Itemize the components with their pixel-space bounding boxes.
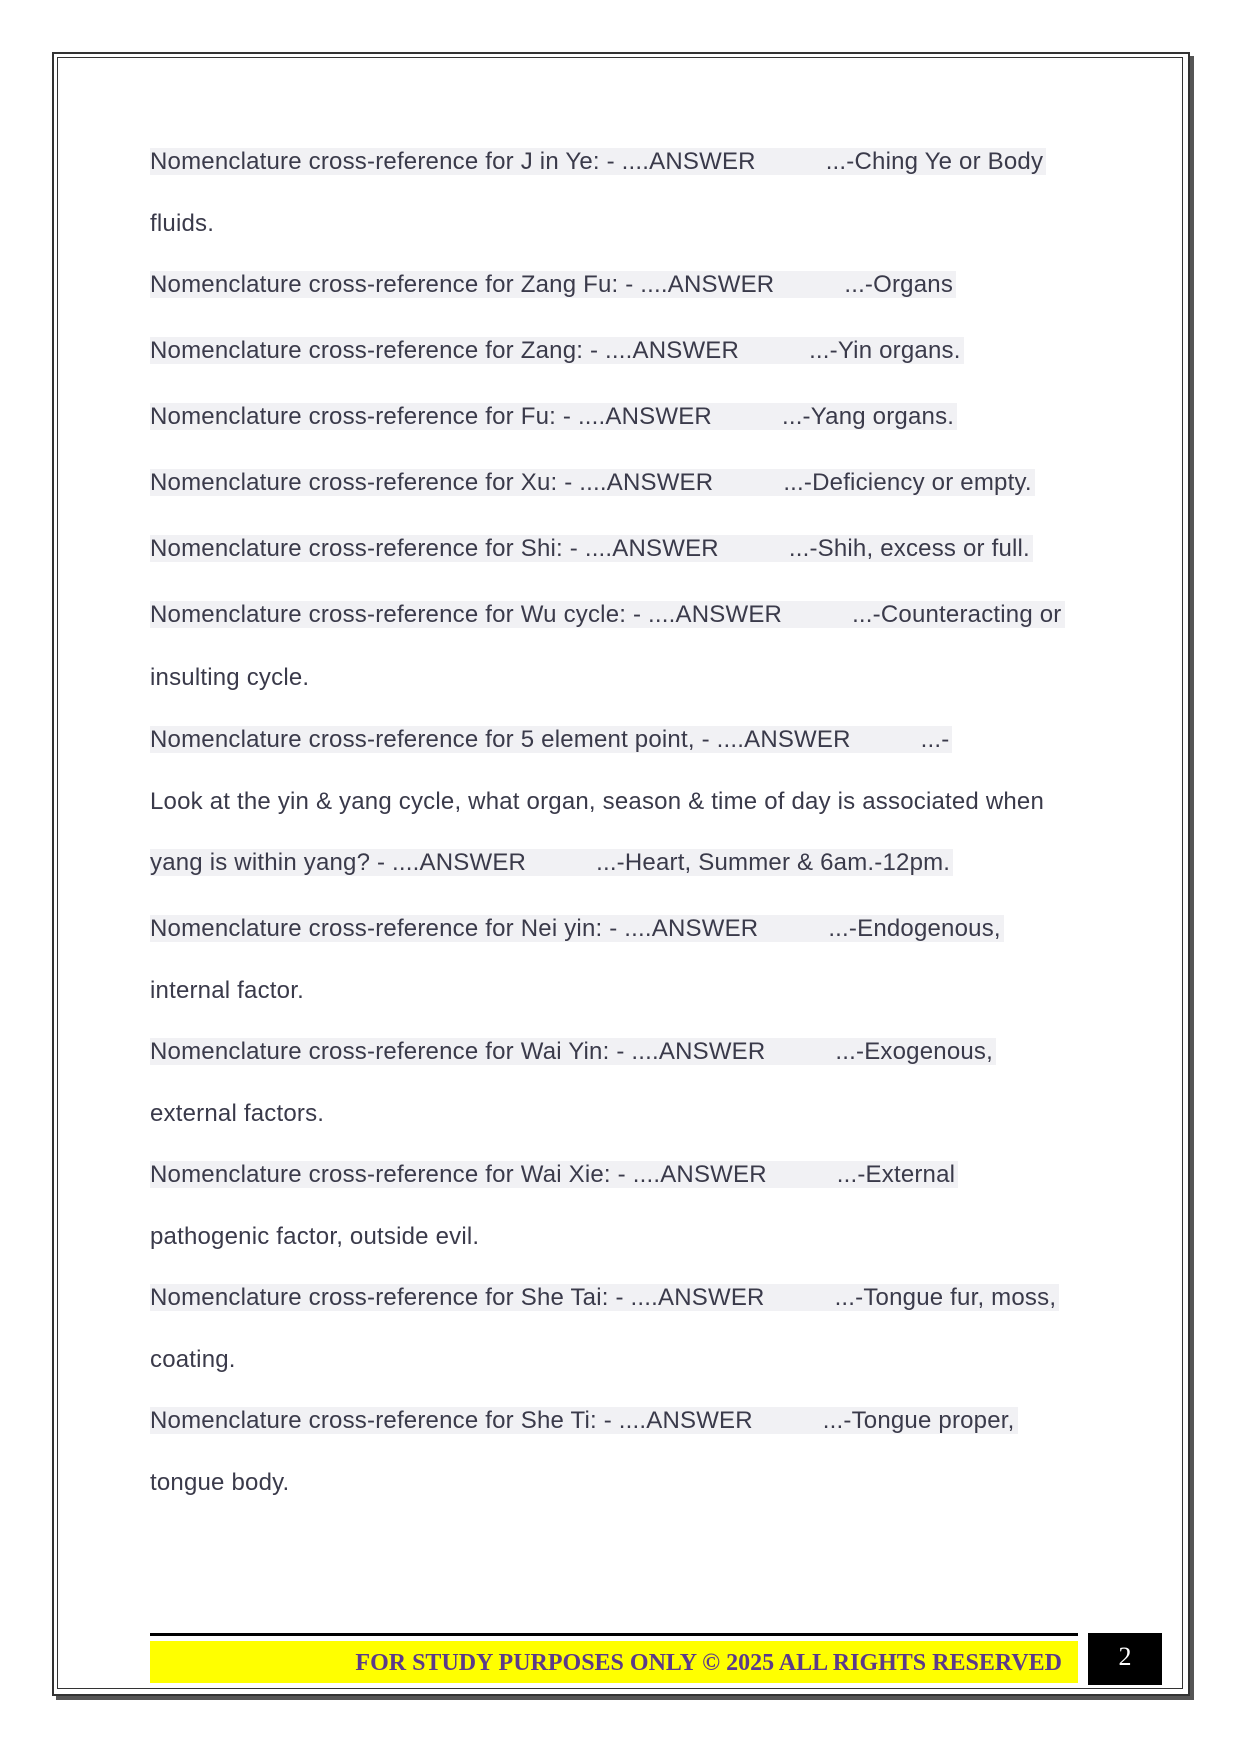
page-number: 2 — [1088, 1633, 1162, 1685]
document-body — [150, 145, 1090, 1500]
qa-question-line: Nomenclature cross-reference for Fu: - ....ANSWER ...-Yang organs. — [150, 400, 1090, 434]
qa-question-line: Nomenclature cross-reference for Wai Yin: - ....ANSWER ...-Exogenous, — [150, 1035, 1090, 1069]
qa-question-line: Nomenclature cross-reference for 5 element point, - ....ANSWER ...- — [150, 723, 1090, 757]
qa-continuation-line: internal factor. — [150, 977, 304, 1004]
qa-question-line: Nomenclature cross-reference for Xu: - ....ANSWER ...-Deficiency or empty. — [150, 466, 1090, 500]
qa-question-line: Nomenclature cross-reference for Nei yin: - ....ANSWER ...-Endogenous, — [150, 912, 1090, 946]
qa-question-line: Nomenclature cross-reference for Wai Xie: - ....ANSWER ...-External — [150, 1158, 1090, 1192]
qa-question-line: Nomenclature cross-reference for Zang Fu: - ....ANSWER ...-Organs — [150, 268, 1090, 302]
qa-prefix-line: Look at the yin & yang cycle, what organ, season & time of day is associated when — [150, 788, 1045, 815]
qa-question-line: Nomenclature cross-reference for Shi: - ....ANSWER ...-Shih, excess or full. — [150, 532, 1090, 566]
qa-continuation-line: tongue body. — [150, 1469, 290, 1496]
qa-continuation-line: insulting cycle. — [150, 664, 310, 691]
qa-continuation-line: pathogenic factor, outside evil. — [150, 1223, 480, 1250]
qa-question-line: Nomenclature cross-reference for Wu cycle: - ....ANSWER ...-Counteracting or — [150, 598, 1090, 632]
qa-continuation-line: fluids. — [150, 210, 215, 237]
qa-question-line: Nomenclature cross-reference for She Ti: - ....ANSWER ...-Tongue proper, — [150, 1404, 1090, 1438]
footer-copyright: FOR STUDY PURPOSES ONLY © 2025 ALL RIGHTS RESERVED — [150, 1641, 1078, 1683]
qa-continuation-line: coating. — [150, 1346, 236, 1373]
qa-continuation-line: external factors. — [150, 1100, 325, 1127]
qa-question-line: Nomenclature cross-reference for She Tai: - ....ANSWER ...-Tongue fur, moss, — [150, 1281, 1090, 1315]
qa-question-line: Nomenclature cross-reference for J in Ye: - ....ANSWER ...-Ching Ye or Body — [150, 145, 1090, 179]
qa-question-line: Nomenclature cross-reference for Zang: - ....ANSWER ...-Yin organs. — [150, 334, 1090, 368]
qa-question-line: yang is within yang? - ....ANSWER ...-Heart, Summer & 6am.-12pm. — [150, 846, 1090, 880]
footer-rule — [150, 1633, 1078, 1636]
